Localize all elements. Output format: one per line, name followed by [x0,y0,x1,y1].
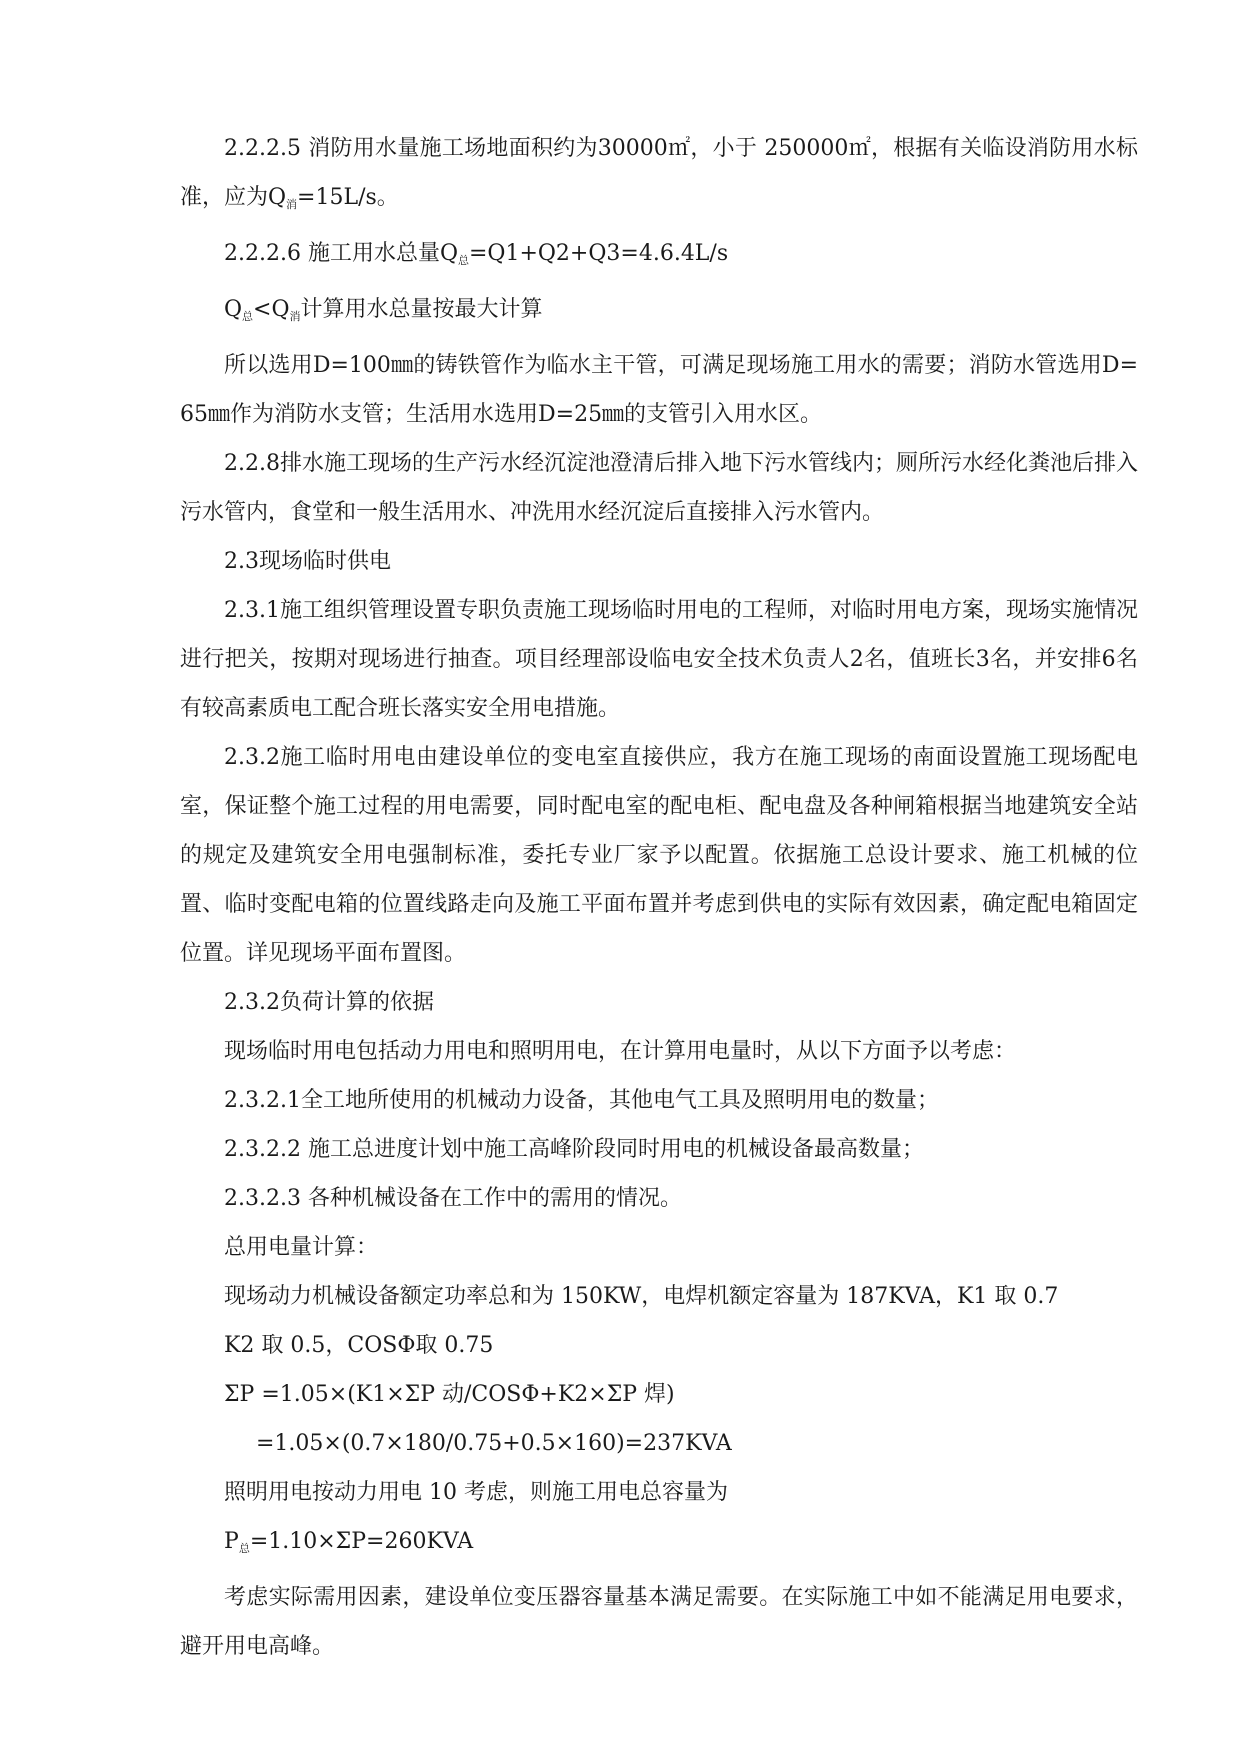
paragraph-equipment-rating: 现场动力机械设备额定功率总和为 150KW，电焊机额定容量为 187KVA，K1 取 0.7 [224,1284,1059,1309]
compare-q-left: Q [224,297,243,322]
formula-sum-power-result: =1.05×(0.7×180/0.75+0.5×160)=237KVA [256,1431,732,1456]
paragraph-power-management: 2.3.1施工组织管理设置专职负责施工现场临时用电的工程师，对临时用电方案，现场实施情况进行把关，按期对现场进行抽查。项目经理部设临电安全技术负责人2名，值班长3名，并安排6名有较高素质电工配合班长落实安全用电措施。 [180,598,1138,721]
formula-total-value: =1.10×ΣP=260KVA [249,1529,474,1554]
subscript-zong: 总 [458,254,469,267]
section-heading-power: 2.3现场临时供电 [224,549,391,574]
paragraph-load-intro: 现场临时用电包括动力用电和照明用电，在计算用电量时，从以下方面予以考虑： [224,1039,1017,1064]
paragraph-coefficients: K2 取 0.5，COSΦ取 0.75 [224,1333,494,1358]
paragraph-water-compare [180,285,1138,341]
paragraph-pipe-selection: 所以选用D=100㎜的铸铁管作为临水主干管，可满足现场施工用水的需要；消防水管选用D=65㎜作为消防水支管；生活用水选用D=25㎜的支管引入用水区。 [180,353,1138,427]
paragraph-fire-water-value: =15L/s。 [297,185,399,210]
list-item-load-3: 2.3.2.3 各种机械设备在工作中的需用的情况。 [224,1186,682,1211]
subscript-zong-3: 总 [238,1542,250,1555]
heading-total-power: 总用电量计算： [224,1235,379,1260]
list-item-load-1: 2.3.2.1全工地所使用的机械动力设备，其他电气工具及照明用电的数量； [224,1088,939,1113]
paragraph-conclusion: 考虑实际需用因素，建设单位变压器容量基本满足需要。在实际施工中如不能满足用电要求，避开用电高峰。 [180,1585,1138,1659]
subscript-xiao: 消 [286,198,298,211]
paragraph-total-water-text: 2.2.2.6 施工用水总量Q [224,241,458,266]
paragraph-total-water [180,229,1138,285]
subscript-xiao-2: 消 [289,310,301,323]
document-body [180,124,1138,1671]
paragraph-total-water-value: =Q1+Q2+Q3=4.6.4L/s [469,241,729,266]
paragraph-drainage: 2.2.8排水施工现场的生产污水经沉淀池澄清后排入地下污水管线内；厕所污水经化粪池后排入污水管内，食堂和一般生活用水、冲洗用水经沉淀后直接排入污水管内。 [180,451,1138,525]
section-heading-load-basis: 2.3.2负荷计算的依据 [224,990,434,1015]
paragraph-power-supply: 2.3.2施工临时用电由建设单位的变电室直接供应，我方在施工现场的南面设置施工现场配电室，保证整个施工过程的用电需要，同时配电室的配电柜、配电盘及各种闸箱根据当地建筑安全站的规定及建筑安全用电强制标准，委托专业厂家予以配置。依据施工总设计要求、施工机械的位置、临时变配电箱的位置线路走向及施工平面布置并考虑到供电的实际有效因素，确定配电箱固定位置。详见现场平面布置图。 [180,745,1138,966]
formula-total-p: P [224,1529,239,1554]
list-item-load-2: 2.3.2.2 施工总进度计划中施工高峰阶段同时用电的机械设备最高数量； [224,1137,924,1162]
subscript-zong-2: 总 [242,310,254,323]
formula-sum-power: ΣP =1.05×(K1×ΣP 动/COSΦ+K2×ΣP 焊) [224,1382,675,1407]
paragraph-lighting: 照明用电按动力用电 10 考虑，则施工用电总容量为 [224,1480,728,1505]
formula-total-capacity [180,1517,1138,1573]
compare-text: 计算用水总量按最大计算 [300,297,543,322]
paragraph-fire-water [180,124,1138,229]
compare-q-right: <Q [253,297,290,322]
paragraph-fire-water-text: 2.2.2.5 消防用水量施工场地面积约为30000㎡，小于 250000㎡，根据有关临设消防用水标准，应为Q [180,136,1138,210]
